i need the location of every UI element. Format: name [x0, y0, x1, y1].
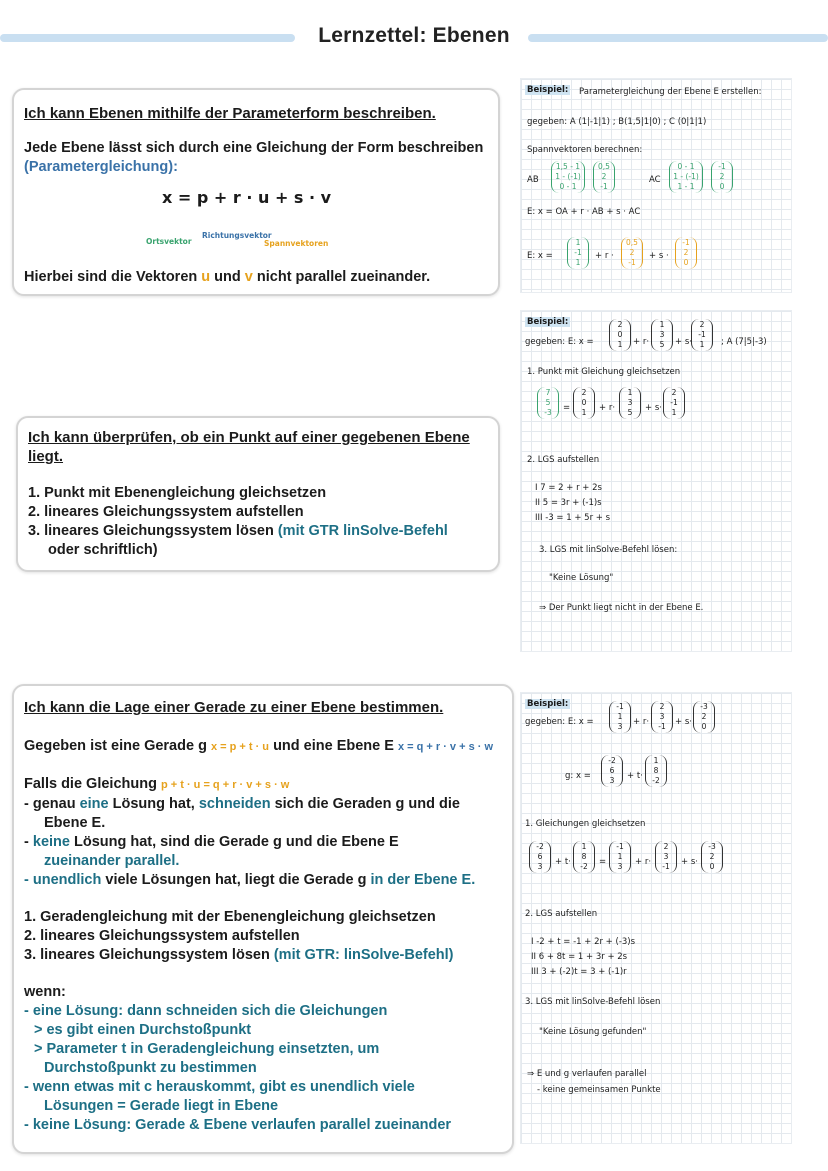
matrix-point: 7 5 -3 — [537, 387, 559, 419]
wenn-label: wenn: — [24, 984, 66, 1000]
matrix-m2-copy: 1 3 5 — [619, 387, 641, 419]
step-item-cont: oder schriftlich) — [48, 542, 158, 558]
matrix-g2: 1 8 -2 — [645, 755, 667, 787]
example3-result: "Keine Lösung gefunden" — [539, 1027, 647, 1037]
example1-grid — [520, 78, 792, 293]
matrix-ac-rows: 0 - 1 1 - (-1) 1 - 1 — [669, 161, 703, 193]
example3-step3: 3. LGS mit linSolve-Befehl lösen — [525, 997, 661, 1007]
example3-conc1: ⇒ E und g verlaufen parallel — [527, 1069, 647, 1079]
section-heading: Ich kann überprüfen, ob ein Punkt auf einer gegebenen Ebene liegt. — [28, 429, 470, 465]
lgs-row: II 6 + 8t = 1 + 3r + 2s — [531, 952, 628, 962]
example3-g-prefix: g: x = — [565, 771, 591, 781]
case-one-cont: Ebene E. — [44, 815, 106, 831]
example3-grid: Beispiel: gegeben: E: x = -1 1 3 + r· 2 3 -1 + s· -3 2 0 g: x = -2 6 3 + t· 1 8 -2 1. Gleichungen gleichsetzen -2 6 3 + t· 1 8 -2 = -1 1 3 + r· 2 3 -1 + s· -3 2 0 2. LGS aufstellen I -2 + t = -1 + 2r + (-3)s II 6 + 8t = 1 + 3r + 2s III 3 + (-2)t = 3 + (-1)r 3. LGS mit linSolve-Befehl lösen "Keine Lösung gefunden" ⇒ E und g verlaufen parallel - keine gemeinsamen Punkte — [520, 692, 792, 1144]
step-item: 2. lineares Gleichungssystem aufstellen — [28, 504, 304, 520]
example3-label: Beispiel: — [527, 699, 569, 709]
intro-text: Jede Ebene lässt sich durch eine Gleichung der Form beschreiben (Parametergleichung): — [24, 140, 484, 175]
matrix-g2-copy: 1 8 -2 — [573, 841, 595, 873]
example3-given: gegeben: E: x = — [525, 717, 594, 727]
wenn-item: Durchstoßpunkt zu bestimmen — [44, 1060, 257, 1076]
step-item: 2. lineares Gleichungssystem aufstellen — [24, 928, 300, 944]
case-one: - genau eine Lösung hat, schneiden sich die Geraden g und die — [24, 796, 460, 812]
matrix-e1-copy: -1 1 3 — [609, 841, 631, 873]
wenn-item: - wenn etwas mit c herauskommt, gibt es unendlich viele — [24, 1079, 415, 1095]
matrix-ac-result: -1 2 0 — [711, 161, 733, 193]
lgs-row: III -3 = 1 + 5r + s — [535, 513, 611, 523]
label-ortsvektor: Ortsvektor — [146, 237, 192, 246]
matrix-ab-result: 0,5 2 -1 — [593, 161, 615, 193]
example1-label: Beispiel: — [527, 85, 569, 95]
step-item: 1. Punkt mit Ebenengleichung gleichsetzen — [28, 485, 327, 501]
matrix-m3-copy: 2 -1 1 — [663, 387, 685, 419]
vector-ab-label: AB — [527, 175, 539, 185]
matrix-m1: 2 0 1 — [609, 319, 631, 351]
example2-point: ; A (7|5|-3) — [721, 337, 767, 347]
matrix-eq2-a: 1 -1 1 — [567, 237, 589, 269]
matrix-g1: -2 6 3 — [601, 755, 623, 787]
example1-eq2-prefix: E: x = — [527, 251, 553, 261]
case-infinite: - unendlich viele Lösungen hat, liegt die Gerade g in der Ebene E. — [24, 872, 476, 888]
plus-r: + r · — [595, 251, 614, 261]
note-text: Hierbei sind die Vektoren u und v nicht parallel zueinander. — [24, 269, 431, 285]
example2-step1: 1. Punkt mit Gleichung gleichsetzen — [527, 367, 681, 377]
section-heading: Ich kann Ebenen mithilfe der Parameterform beschreiben. — [24, 105, 436, 122]
wenn-item: - keine Lösung: Gerade & Ebene verlaufen parallel zueinander — [24, 1117, 452, 1133]
matrix-e3-copy: -3 2 0 — [701, 841, 723, 873]
page-title: Lernzettel: Ebenen — [318, 24, 510, 47]
matrix-m2: 1 3 5 — [651, 319, 673, 351]
lgs-row: I -2 + t = -1 + 2r + (-3)s — [531, 937, 636, 947]
matrix-e3: -3 2 0 — [693, 701, 715, 733]
example2-given: gegeben: E: x = — [525, 337, 594, 347]
example2-grid: Beispiel: gegeben: E: x = 2 0 1 + r· 1 3 5 + s· 2 -1 1 ; A (7|5|-3) 1. Punkt mit Gleichung gleichsetzen 7 5 -3 = 2 0 1 + r· 1 3 5 + s· 2 -1 1 2. LGS aufstellen I 7 = 2 + r + 2s II 5 = 3r + (-1)s III -3 = 1 + 5r + s 3. LGS mit linSolve-Befehl lösen: "Keine Lösung" ⇒ Der Punkt liegt nicht in der Ebene E. — [520, 310, 792, 652]
matrix-eq2-c: -1 2 0 — [675, 237, 697, 269]
example1-given: gegeben: A (1|-1|1) ; B(1,5|1|0) ; C (0|1|1) — [527, 117, 707, 127]
wenn-item: > es gibt einen Durchstoßpunkt — [34, 1022, 252, 1038]
section-lagebeziehung — [12, 684, 514, 1154]
matrix-m3: 2 -1 1 — [691, 319, 713, 351]
step-item: 3. lineares Gleichungssystem lösen (mit GTR linSolve-Befehl — [28, 523, 448, 539]
given-text: Gegeben ist eine Gerade g x = p + t · u und eine Ebene E x = q + r · v + s · w — [24, 738, 494, 754]
section-heading: Ich kann die Lage einer Gerade zu einer Ebene bestimmen. — [24, 699, 444, 716]
parameter-formula: x = p + r · u + s · v — [162, 188, 332, 207]
example3-step1: 1. Gleichungen gleichsetzen — [525, 819, 646, 829]
steps-list — [28, 484, 488, 560]
section-parameterform — [12, 88, 500, 296]
case-none: - keine Lösung hat, sind die Gerade g und die Ebene E — [24, 834, 399, 850]
example2-result: "Keine Lösung" — [549, 573, 614, 583]
example1-eq1: E: x = OA + r · AB + s · AC — [527, 207, 641, 217]
example3-step2: 2. LGS aufstellen — [525, 909, 598, 919]
example2-label: Beispiel: — [527, 317, 569, 327]
case-none-cont: zueinander parallel. — [44, 853, 180, 869]
matrix-e1: -1 1 3 — [609, 701, 631, 733]
example2-step3: 3. LGS mit linSolve-Befehl lösen: — [539, 545, 678, 555]
wenn-item: - eine Lösung: dann schneiden sich die Gleichungen — [24, 1003, 388, 1019]
example1-text: Parametergleichung der Ebene E erstellen: — [579, 87, 762, 97]
example3-conc2: - keine gemeinsamen Punkte — [537, 1085, 661, 1095]
falls-text: Falls die Gleichung p + t · u = q + r · v + s · w — [24, 776, 290, 792]
step-item: 3. lineares Gleichungssystem lösen (mit GTR: linSolve-Befehl) — [24, 947, 454, 963]
example2-conclusion: ⇒ Der Punkt liegt nicht in der Ebene E. — [539, 603, 704, 613]
steps-list — [24, 908, 502, 965]
plus-s: + s · — [649, 251, 669, 261]
matrix-eq2-b: 0,5 2 -1 — [621, 237, 643, 269]
lgs-row: III 3 + (-2)t = 3 + (-1)r — [531, 967, 627, 977]
lgs-row: II 5 = 3r + (-1)s — [535, 498, 602, 508]
label-spannvektoren: Spannvektoren — [264, 239, 329, 248]
matrix-m1-copy: 2 0 1 — [573, 387, 595, 419]
matrix-e2: 2 3 -1 — [651, 701, 673, 733]
step-item: 1. Geradengleichung mit der Ebenengleichung gleichsetzen — [24, 909, 436, 925]
label-richtungsvektor: Richtungsvektor — [202, 231, 272, 240]
matrix-g1-copy: -2 6 3 — [529, 841, 551, 873]
wenn-item: Lösungen = Gerade liegt in Ebene — [44, 1098, 279, 1114]
section-punktprobe — [16, 416, 500, 572]
matrix-e2-copy: 2 3 -1 — [655, 841, 677, 873]
vector-ac-label: AC — [649, 175, 661, 185]
example2-step2: 2. LGS aufstellen — [527, 455, 600, 465]
matrix-ab-rows: 1,5 - 1 1 - (-1) 0 - 1 — [551, 161, 585, 193]
wenn-item: > Parameter t in Geradengleichung einsetzten, um — [34, 1041, 380, 1057]
example1-sub: Spannvektoren berechnen: — [527, 145, 643, 155]
lgs-row: I 7 = 2 + r + 2s — [535, 483, 602, 493]
